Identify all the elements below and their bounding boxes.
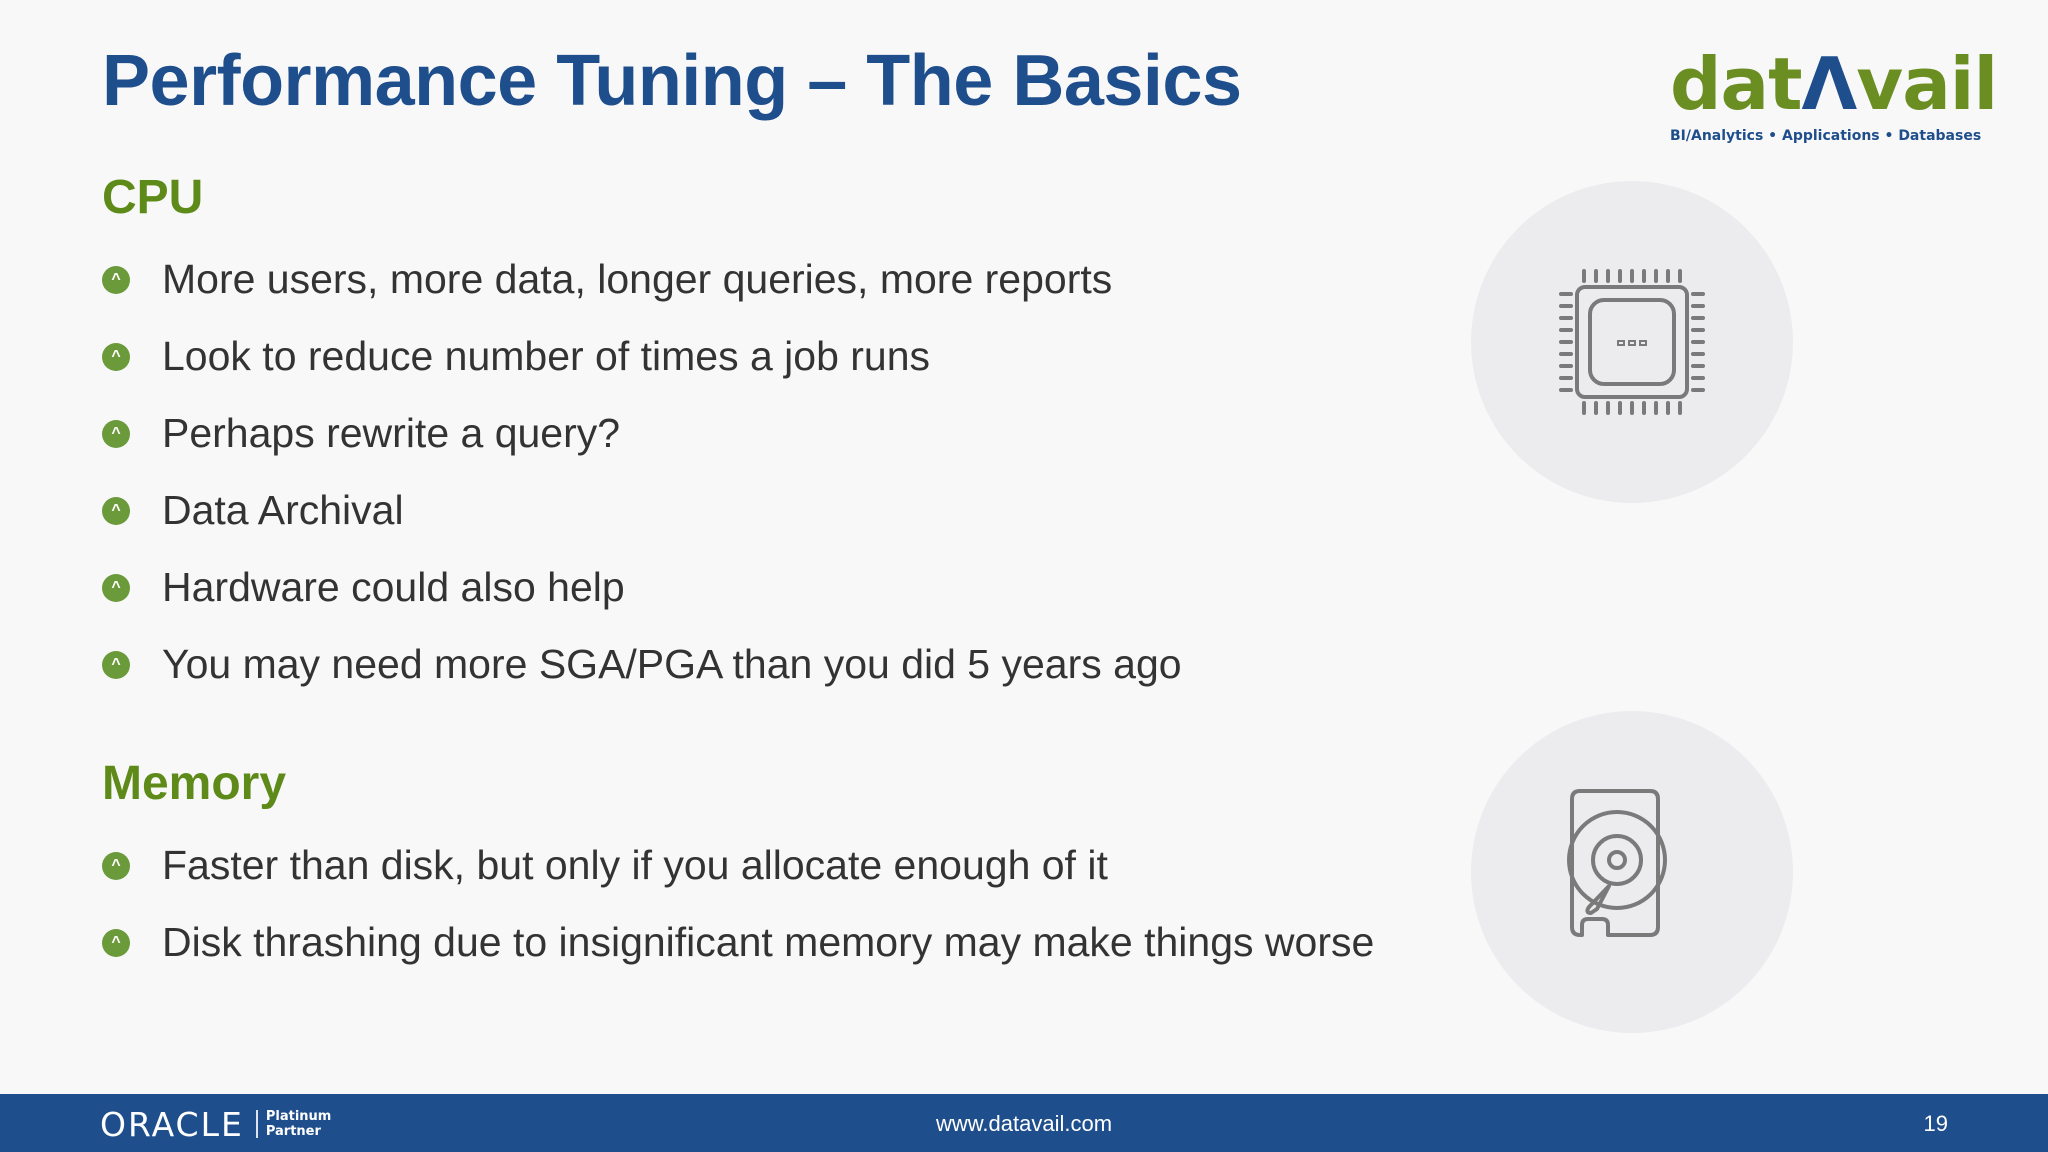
caret-bullet-icon: ^ [102,651,130,679]
logo-wordmark: datΛvail [1670,42,1998,126]
cpu-bullet-list [102,241,1182,703]
caret-bullet-icon: ^ [102,497,130,525]
memory-bullet-list [102,827,1374,981]
list-item: ^ Faster than disk, but only if you allocate enough of it [102,827,1374,904]
cpu-icon-circle [1471,181,1793,503]
oracle-wordmark: ORACLE [100,1104,244,1144]
caret-bullet-icon: ^ [102,852,130,880]
caret-bullet-icon: ^ [102,420,130,448]
list-item: ^ Perhaps rewrite a query? [102,395,1182,472]
list-item: ^ Disk thrashing due to insignificant memory may make things worse [102,904,1374,981]
list-item: ^ You may need more SGA/PGA than you did 5 years ago [102,626,1182,703]
page-number: 19 [1923,1111,1948,1136]
partner-label: Platinum Partner [265,1109,332,1139]
disk-icon-circle [1471,711,1793,1033]
section-heading-memory: Memory [102,757,287,810]
caret-bullet-icon: ^ [102,343,130,371]
footer-url: www.datavail.com [935,1111,1113,1136]
list-item: ^ Hardware could also help [102,549,1182,626]
datavail-logo [1665,42,1998,150]
list-item: ^ More users, more data, longer queries, more reports [102,241,1182,318]
hard-disk-icon [1471,711,1793,1033]
caret-bullet-icon: ^ [102,929,130,957]
logo-tagline: BI/Analytics • Applications • Databases [1670,128,1982,144]
list-item: ^ Data Archival [102,472,1182,549]
section-heading-cpu: CPU [102,171,204,224]
list-item: ^ Look to reduce number of times a job runs [102,318,1182,395]
cpu-chip-icon [1471,181,1793,503]
slide-title: Performance Tuning – The Basics [102,41,1242,121]
caret-bullet-icon: ^ [102,574,130,602]
caret-bullet-icon: ^ [102,266,130,294]
footer-bar [0,1094,2048,1152]
